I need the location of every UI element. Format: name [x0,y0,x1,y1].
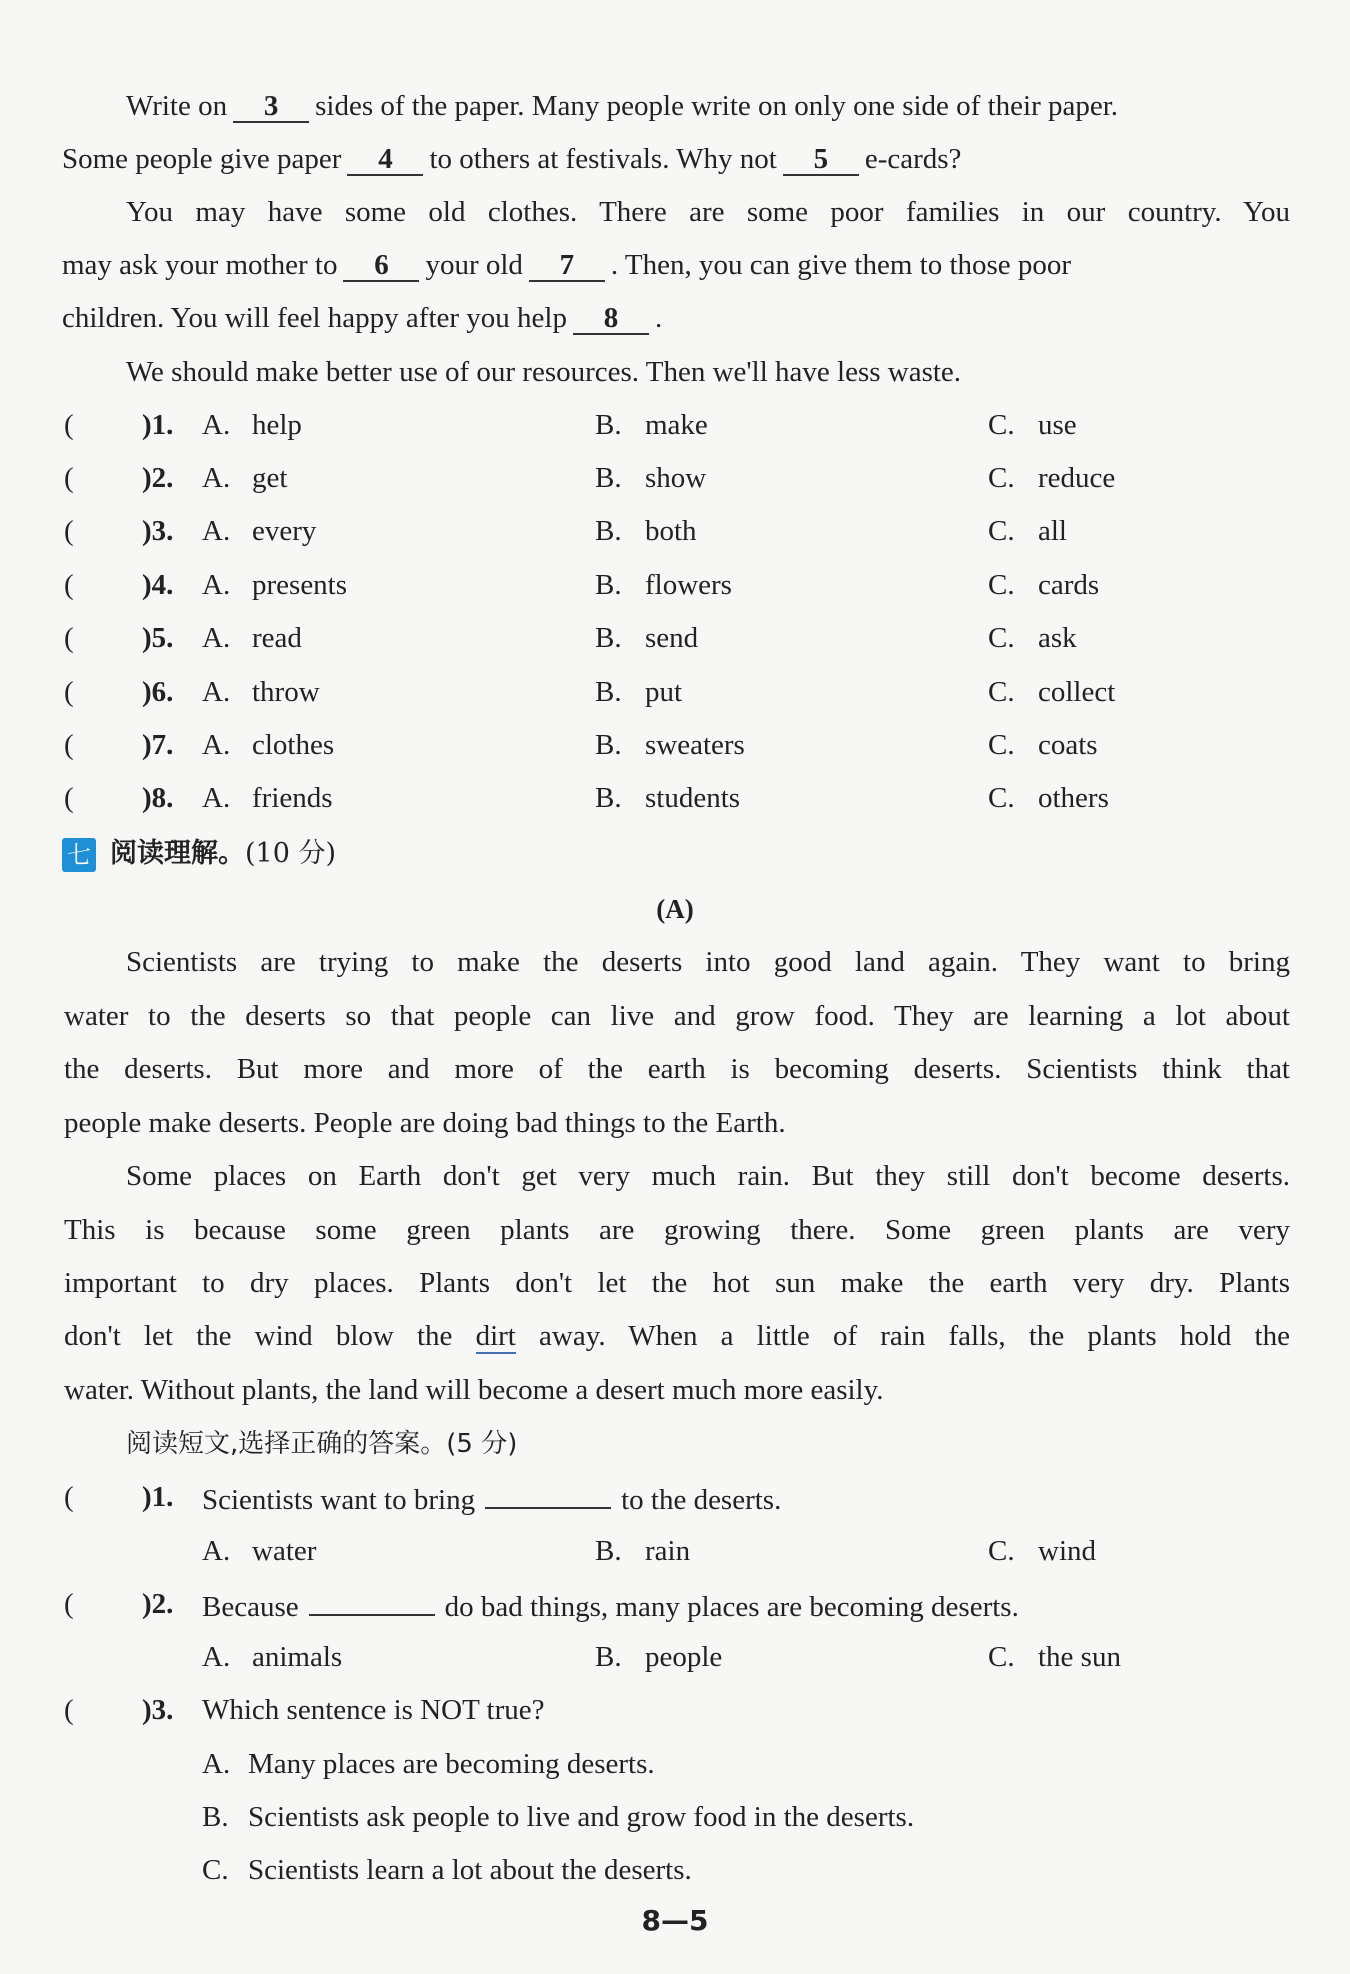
answer-paren[interactable]: ( [64,676,74,708]
passage-line: This is because some green plants are growing there. Some green plants are very [64,1214,1290,1246]
question-number: )3. [142,515,174,547]
question-number: )2. [142,1588,174,1620]
question-stem: Because do bad things, many places are becoming deserts. [202,1586,1019,1625]
option-a[interactable]: A. get [202,462,288,494]
option-c[interactable]: C. Scientists learn a lot about the deserts. [202,1854,692,1886]
option-a[interactable]: A. read [202,622,302,654]
option-c[interactable]: C. cards [988,569,1100,601]
question-stem: Which sentence is NOT true? [202,1694,545,1726]
option-b[interactable]: B. people [595,1641,723,1673]
answer-paren[interactable]: ( [64,515,74,547]
option-a[interactable]: A. help [202,409,302,441]
option-c[interactable]: C. wind [988,1535,1096,1567]
option-a[interactable]: A. throw [202,676,320,708]
passage-line: don't let the wind blow the dirt away. When a little of rain falls, the plants hold the [64,1320,1290,1352]
option-a[interactable]: A. friends [202,782,333,814]
question-number: )1. [142,1481,174,1513]
question-number: )1. [142,409,174,441]
passage-line: Some places on Earth don't get very much rain. But they still don't become deserts. [126,1160,1290,1192]
cloze-blank-6: 6 [343,250,419,282]
section-title: 阅读理解。(10 分) [110,838,337,869]
option-b[interactable]: B. send [595,622,699,654]
reading-instructions: 阅读短文,选择正确的答案。(5 分) [126,1429,518,1459]
option-b[interactable]: B. make [595,409,708,441]
option-a[interactable]: A. clothes [202,729,335,761]
answer-paren[interactable]: ( [64,1481,74,1513]
answer-paren[interactable]: ( [64,1694,74,1726]
answer-paren[interactable]: ( [64,1588,74,1620]
question-number: )2. [142,462,174,494]
underlined-word: dirt [475,1320,516,1352]
page-number: 8—5 [641,1904,709,1937]
cloze-blank-3: 3 [233,91,309,123]
option-c[interactable]: C. ask [988,622,1077,654]
cloze-line-3: You may have some old clothes. There are some poor families in our country. You [126,196,1290,228]
question-stem: Scientists want to bring to the deserts. [202,1479,781,1518]
option-b[interactable]: B. sweaters [595,729,745,761]
section-points: (10 分) [245,838,337,869]
option-c[interactable]: C. collect [988,676,1116,708]
option-c[interactable]: C. all [988,515,1067,547]
option-c[interactable]: C. reduce [988,462,1116,494]
option-a[interactable]: A. Many places are becoming deserts. [202,1748,655,1780]
cloze-line-5: children. You will feel happy after you help 8 . [62,302,663,334]
passage-line: water to the deserts so that people can live and grow food. They are learning a lot about [64,1000,1290,1032]
option-b[interactable]: B. put [595,676,683,708]
answer-paren[interactable]: ( [64,462,74,494]
cloze-blank-7: 7 [529,250,605,282]
answer-paren[interactable]: ( [64,622,74,654]
option-b[interactable]: B. show [595,462,707,494]
cloze-blank-4: 4 [347,144,423,176]
option-c[interactable]: C. the sun [988,1641,1121,1673]
cloze-blank-5: 5 [783,144,859,176]
option-c[interactable]: C. coats [988,729,1098,761]
option-b[interactable]: B. rain [595,1535,691,1567]
question-number: )4. [142,569,174,601]
option-c[interactable]: C. others [988,782,1109,814]
cloze-blank-8: 8 [573,303,649,335]
passage-line: water. Without plants, the land will become a desert much more easily. [64,1374,884,1406]
option-a[interactable]: A. animals [202,1641,343,1673]
option-a[interactable]: A. presents [202,569,348,601]
question-number: )6. [142,676,174,708]
option-b[interactable]: B. students [595,782,741,814]
answer-blank [485,1479,611,1509]
question-number: )8. [142,782,174,814]
answer-paren[interactable]: ( [64,729,74,761]
question-number: )3. [142,1694,174,1726]
cloze-line-6: We should make better use of our resources. Then we'll have less waste. [126,356,962,388]
question-number: )7. [142,729,174,761]
answer-paren[interactable]: ( [64,782,74,814]
cloze-line-4: may ask your mother to 6 your old 7 . Then, you can give them to those poor [62,249,1072,281]
option-a[interactable]: A. water [202,1535,317,1567]
answer-paren[interactable]: ( [64,409,74,441]
option-b[interactable]: B. flowers [595,569,732,601]
cloze-line-2: Some people give paper 4 to others at festivals. Why not 5 e-cards? [62,143,962,175]
option-a[interactable]: A. every [202,515,317,547]
passage-heading: (A) [656,894,694,924]
passage-line: Scientists are trying to make the deserts into good land again. They want to bring [126,946,1290,978]
cloze-line-1: Write on 3 sides of the paper. Many people write on only one side of their paper. [126,90,1119,122]
passage-line: people make deserts. People are doing bad things to the Earth. [64,1107,786,1139]
option-b[interactable]: B. both [595,515,697,547]
section-badge: 七 [62,838,96,872]
option-b[interactable]: B. Scientists ask people to live and grow food in the deserts. [202,1801,915,1833]
option-c[interactable]: C. use [988,409,1077,441]
answer-blank [309,1586,435,1616]
passage-line: the deserts. But more and more of the earth is becoming deserts. Scientists think that [64,1053,1290,1085]
passage-line: important to dry places. Plants don't let the hot sun make the earth very dry. Plants [64,1267,1290,1299]
question-number: )5. [142,622,174,654]
answer-paren[interactable]: ( [64,569,74,601]
